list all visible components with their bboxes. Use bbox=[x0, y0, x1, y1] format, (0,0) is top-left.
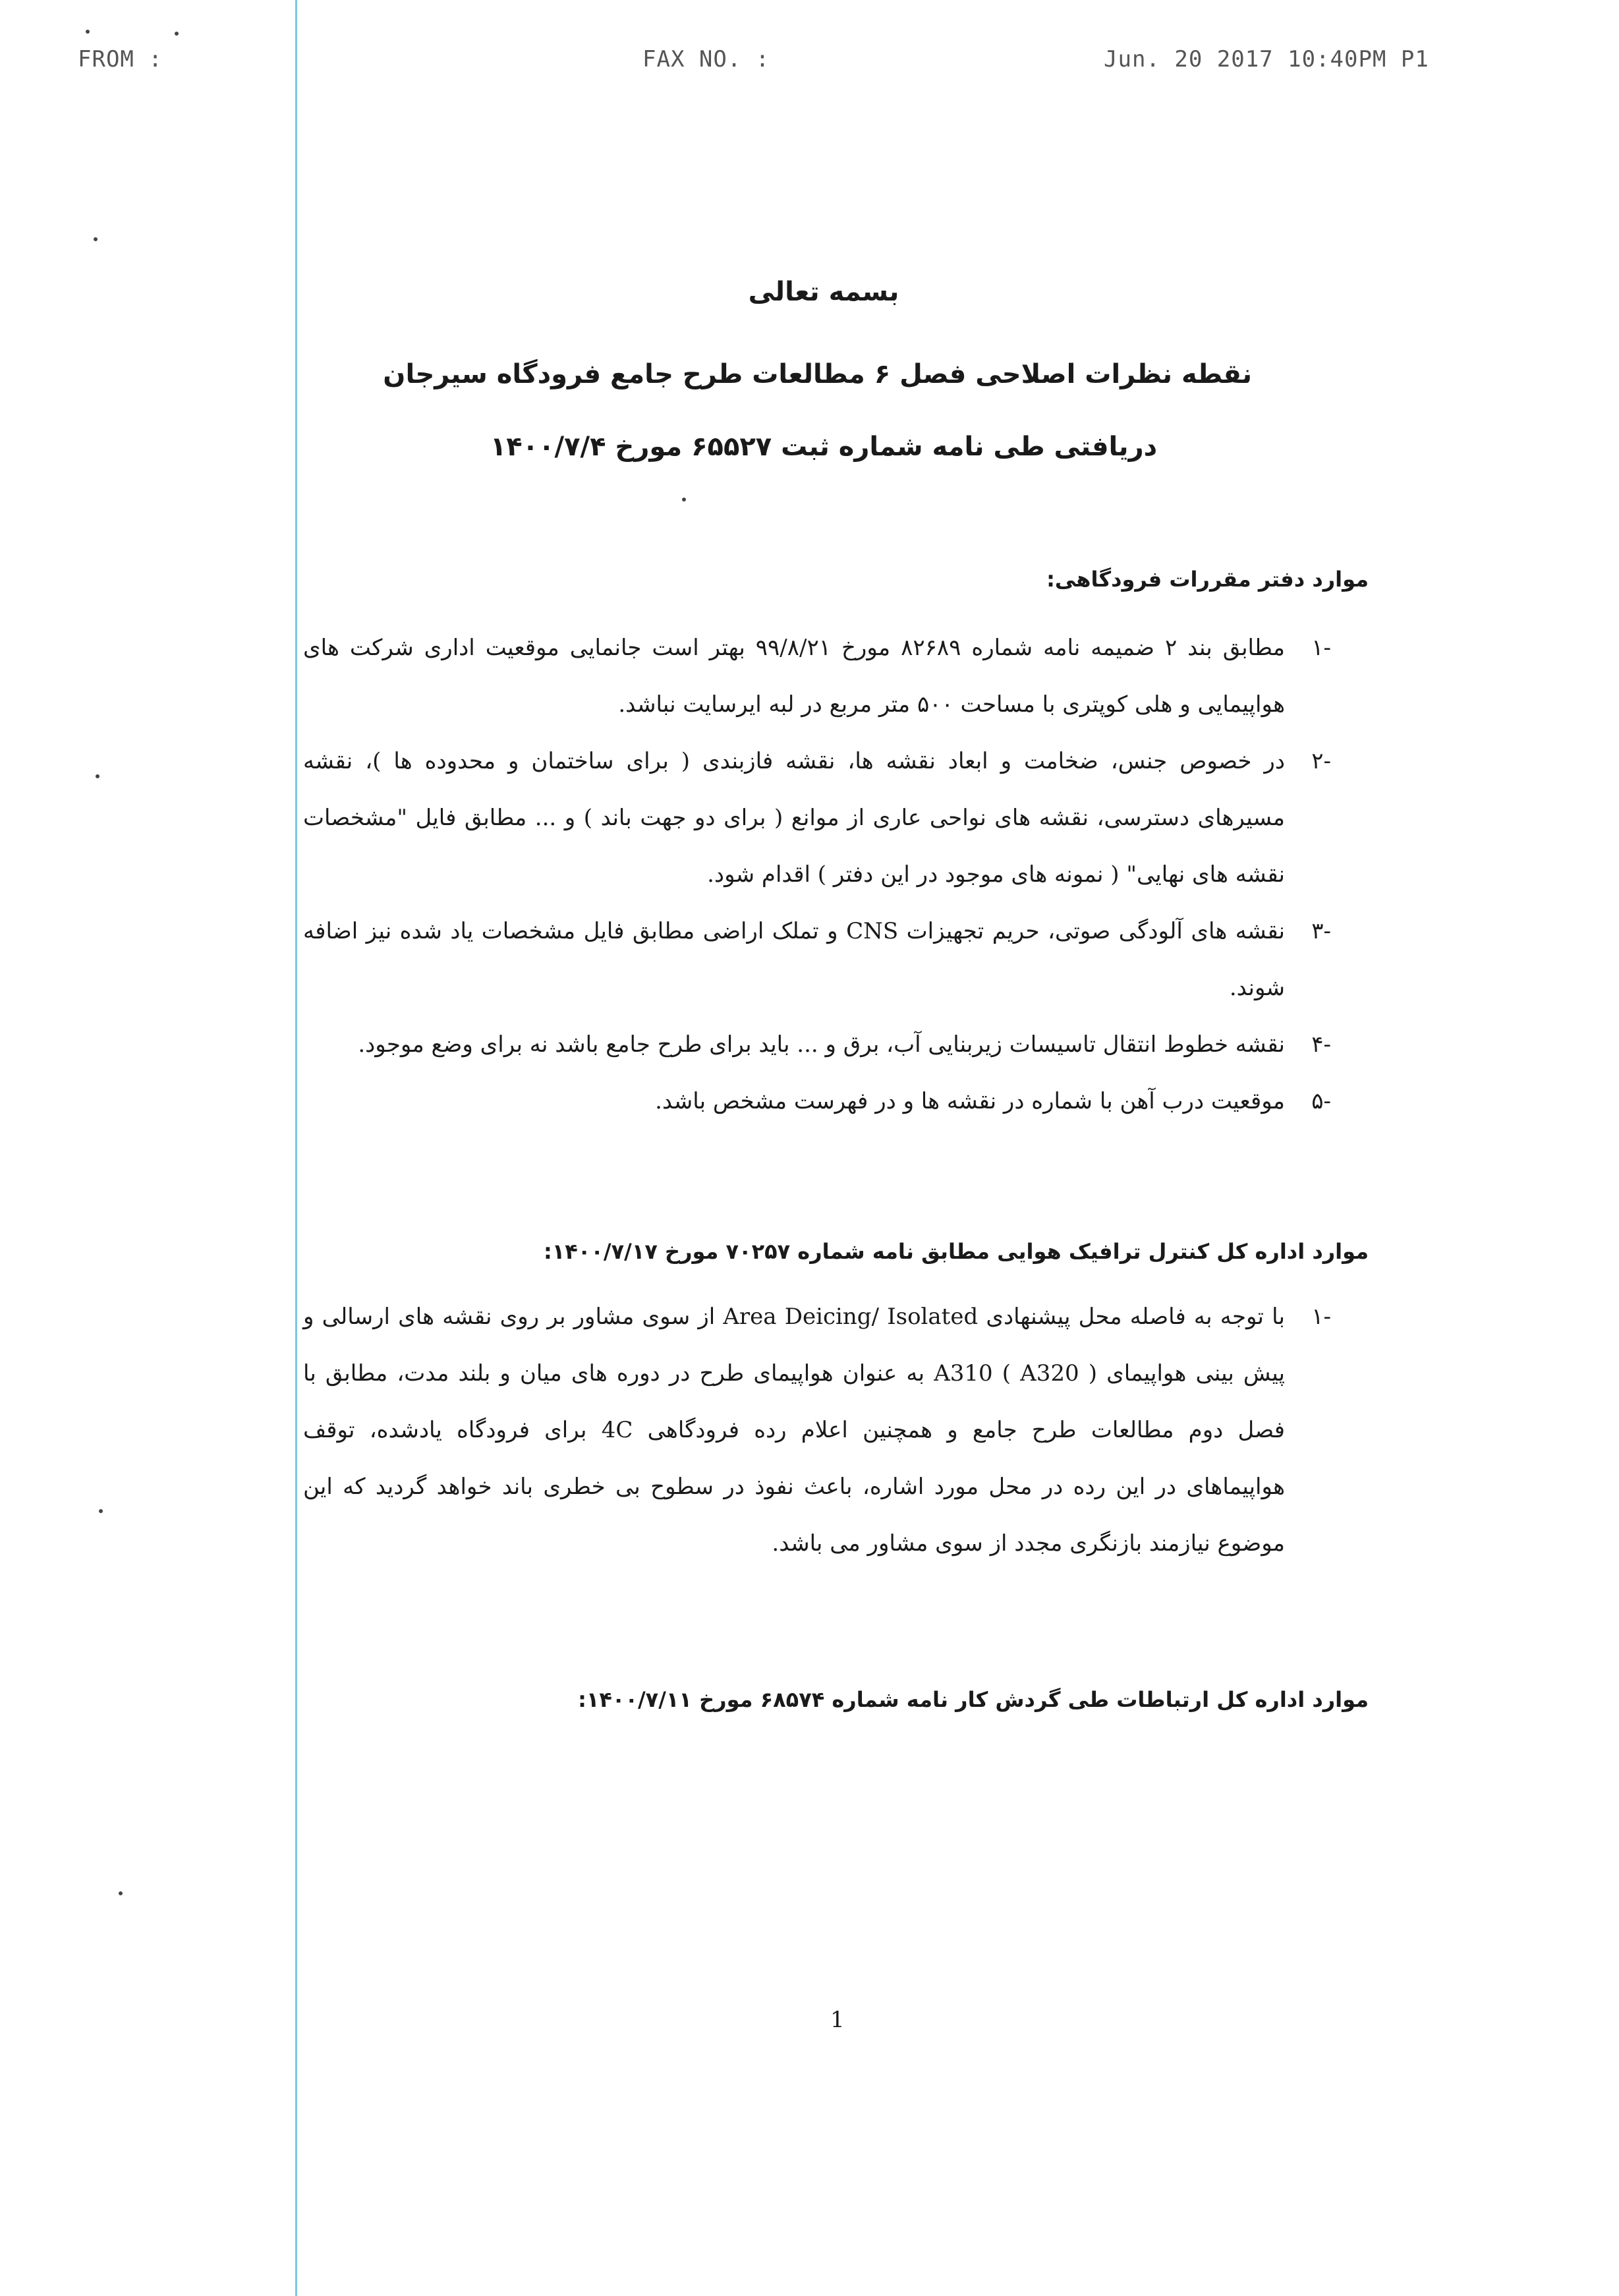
list-item bbox=[303, 1016, 1331, 1073]
regulations-item-list bbox=[303, 619, 1331, 1130]
list-item bbox=[303, 903, 1331, 1016]
item-number: -۴ bbox=[1311, 1031, 1331, 1058]
invocation-title: بسمه تعالی bbox=[748, 277, 899, 307]
fax-date-stamp: Jun. 20 2017 10:40PM P1 bbox=[1104, 46, 1429, 72]
item-number: -۳ bbox=[1311, 918, 1331, 944]
item-text: در خصوص جنس، ضخامت و ابعاد نقشه ها، نقشه فازبندی ( برای ساختمان و محدوده ها )، نقشه مسیرهای دسترسی، نقشه های نواحی عاری از موانع ( برای دو جهت باند ) و ... مطابق فایل "مشخصات نقشه های نهایی" ( نمونه های موجود در این دفتر ) اقدام شود. bbox=[303, 748, 1285, 888]
list-item bbox=[303, 1288, 1331, 1572]
scan-speck bbox=[99, 1509, 103, 1513]
list-item bbox=[303, 733, 1331, 903]
item-text: نقشه خطوط انتقال تاسیسات زیربنایی آب، برق و ... باید برای طرح جامع باشد نه برای وضع موجود. bbox=[358, 1031, 1285, 1058]
list-item bbox=[303, 1073, 1331, 1130]
item-text: مطابق بند ۲ ضمیمه نامه شماره ۸۲۶۸۹ مورخ ۹۹/۸/۲۱ بهتر است جانمایی موقعیت اداری شرکت های هواپیمایی و هلی کوپتری با مساحت ۵۰۰ متر مربع در لبه ایرسایت نباشد. bbox=[303, 635, 1286, 718]
scan-speck bbox=[682, 498, 686, 502]
scan-speck bbox=[175, 32, 179, 36]
item-text: موقعیت درب آهن با شماره در نقشه ها و در فهرست مشخص باشد. bbox=[655, 1088, 1285, 1114]
fax-number-label: FAX NO. : bbox=[642, 46, 770, 72]
item-number: -۱ bbox=[1311, 1304, 1331, 1330]
page-number: 1 bbox=[830, 2007, 845, 2033]
item-number: -۲ bbox=[1311, 748, 1331, 774]
fax-from-label: FROM : bbox=[78, 46, 163, 72]
item-text: نقشه های آلودگی صوتی، حریم تجهیزات CNS و تملک اراضی مطابق فایل مشخصات یاد شده نیز اضافه شوند. bbox=[303, 918, 1285, 1001]
list-item bbox=[303, 619, 1331, 733]
scan-speck bbox=[86, 30, 90, 34]
document-subtitle: دریافتی طی نامه شماره ثبت ۶۵۵۲۷ مورخ ۱۴۰۰/۷/۴ bbox=[490, 432, 1158, 462]
margin-line bbox=[295, 0, 297, 2296]
item-number: -۱ bbox=[1311, 635, 1331, 661]
document-title: نقطه نظرات اصلاحی فصل ۶ مطالعات طرح جامع فرودگاه سیرجان bbox=[383, 359, 1252, 389]
section-heading-air-traffic: موارد اداره کل کنترل ترافیک هوایی مطابق نامه شماره ۷۰۲۵۷ مورخ ۱۴۰۰/۷/۱۷: bbox=[543, 1239, 1369, 1264]
air-traffic-item-list bbox=[303, 1288, 1331, 1572]
section-heading-communications: موارد اداره کل ارتباطات طی گردش کار نامه شماره ۶۸۵۷۴ مورخ ۱۴۰۰/۷/۱۱: bbox=[578, 1687, 1369, 1712]
item-text: با توجه به فاصله محل پیشنهادی Area Deicing/ Isolated از سوی مشاور بر روی نقشه های ارسالی و پیش بینی هواپیمای A310 ( A320 ) به عنوان هواپیمای طرح در دوره های میان و بلند مدت، مطابق با فصل دوم مطالعات طرح جامع و همچنین اعلام رده فرودگاهی 4C برای فرودگاه یادشده، توقف هواپیماهای در این رده در محل مورد اشاره، باعث نفوذ در سطوح بی خطری باند خواهد گردید که این موضوع نیازمند بازنگری مجدد از سوی مشاور می باشد. bbox=[303, 1304, 1286, 1557]
section-heading-regulations: موارد دفتر مقررات فرودگاهی: bbox=[1046, 567, 1369, 592]
scan-speck bbox=[96, 774, 99, 778]
scan-speck bbox=[119, 1891, 123, 1895]
item-number: -۵ bbox=[1311, 1088, 1331, 1114]
scan-speck bbox=[94, 237, 98, 241]
